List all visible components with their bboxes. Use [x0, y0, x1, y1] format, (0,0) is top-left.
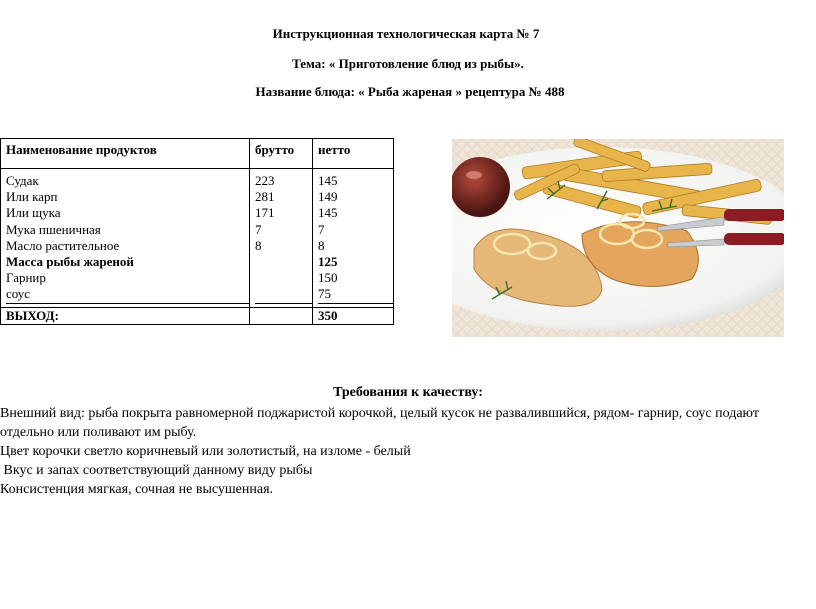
fried-fish-photo [452, 139, 784, 337]
netto-column [313, 169, 394, 308]
dish-name: Название блюда: « Рыба жареная » рецептура № 488 [255, 84, 565, 99]
product-name: Или щука [6, 205, 61, 221]
netto-value: 149 [318, 189, 338, 205]
brutto-value [255, 270, 312, 286]
product-name: Мука пшеничная [6, 221, 101, 237]
requirement-line: Консистенция мягкая, сочная не высушенная. [0, 482, 274, 497]
product-name: Гарнир [6, 270, 46, 286]
brutto-value: 7 [255, 221, 262, 237]
netto-value: 125 [318, 254, 338, 270]
product-name: Судак [6, 173, 39, 188]
netto-value: 7 [318, 221, 325, 237]
header-netto: нетто [313, 139, 394, 169]
product-name: соус [6, 286, 250, 303]
netto-value: 75 [318, 286, 394, 303]
brutto-value [255, 286, 313, 303]
requirement-line: Вкус и запах соответствующий данному виду рыбы [0, 463, 313, 478]
product-name: Масло растительное [6, 237, 120, 253]
netto-value: 145 [318, 173, 338, 188]
brutto-value [255, 254, 312, 270]
recipe-table [0, 138, 394, 325]
brutto-value: 281 [255, 189, 275, 205]
card-title: Инструкционная технологическая карта № 7 [272, 26, 540, 41]
netto-value: 145 [318, 205, 338, 221]
requirement-line: Цвет корочки светло коричневый или золотистый, на изломе - белый [0, 444, 411, 459]
header-brutto: брутто [250, 139, 313, 169]
card-topic: Тема: « Приготовление блюд из рыбы». [292, 56, 524, 71]
product-name: Масса рыбы жареной [6, 254, 134, 270]
requirement-line: Внешний вид: рыба покрыта равномерной поджаристой корочкой, целый кусок не развалившийся, рядом- гарнир, соус подают отдельно или поливают им рыбу. [0, 406, 759, 440]
brutto-value: 8 [255, 237, 262, 253]
netto-value: 8 [318, 237, 325, 253]
products-column [1, 169, 250, 308]
table-header-row [1, 139, 394, 169]
header-products: Наименование продуктов [1, 139, 250, 169]
yield-brutto [250, 308, 313, 325]
quality-title: Требования к качеству: [333, 385, 483, 400]
brutto-column [250, 169, 313, 308]
brutto-value: 223 [255, 173, 275, 188]
table-footer-row [1, 308, 394, 325]
netto-value: 150 [318, 270, 338, 286]
yield-netto: 350 [313, 308, 394, 325]
quality-requirements [0, 404, 812, 499]
product-name: Или карп [6, 189, 58, 205]
table-body-row [1, 169, 394, 308]
brutto-value: 171 [255, 205, 275, 221]
yield-label: ВЫХОД: [1, 308, 250, 325]
tomato [452, 157, 510, 217]
